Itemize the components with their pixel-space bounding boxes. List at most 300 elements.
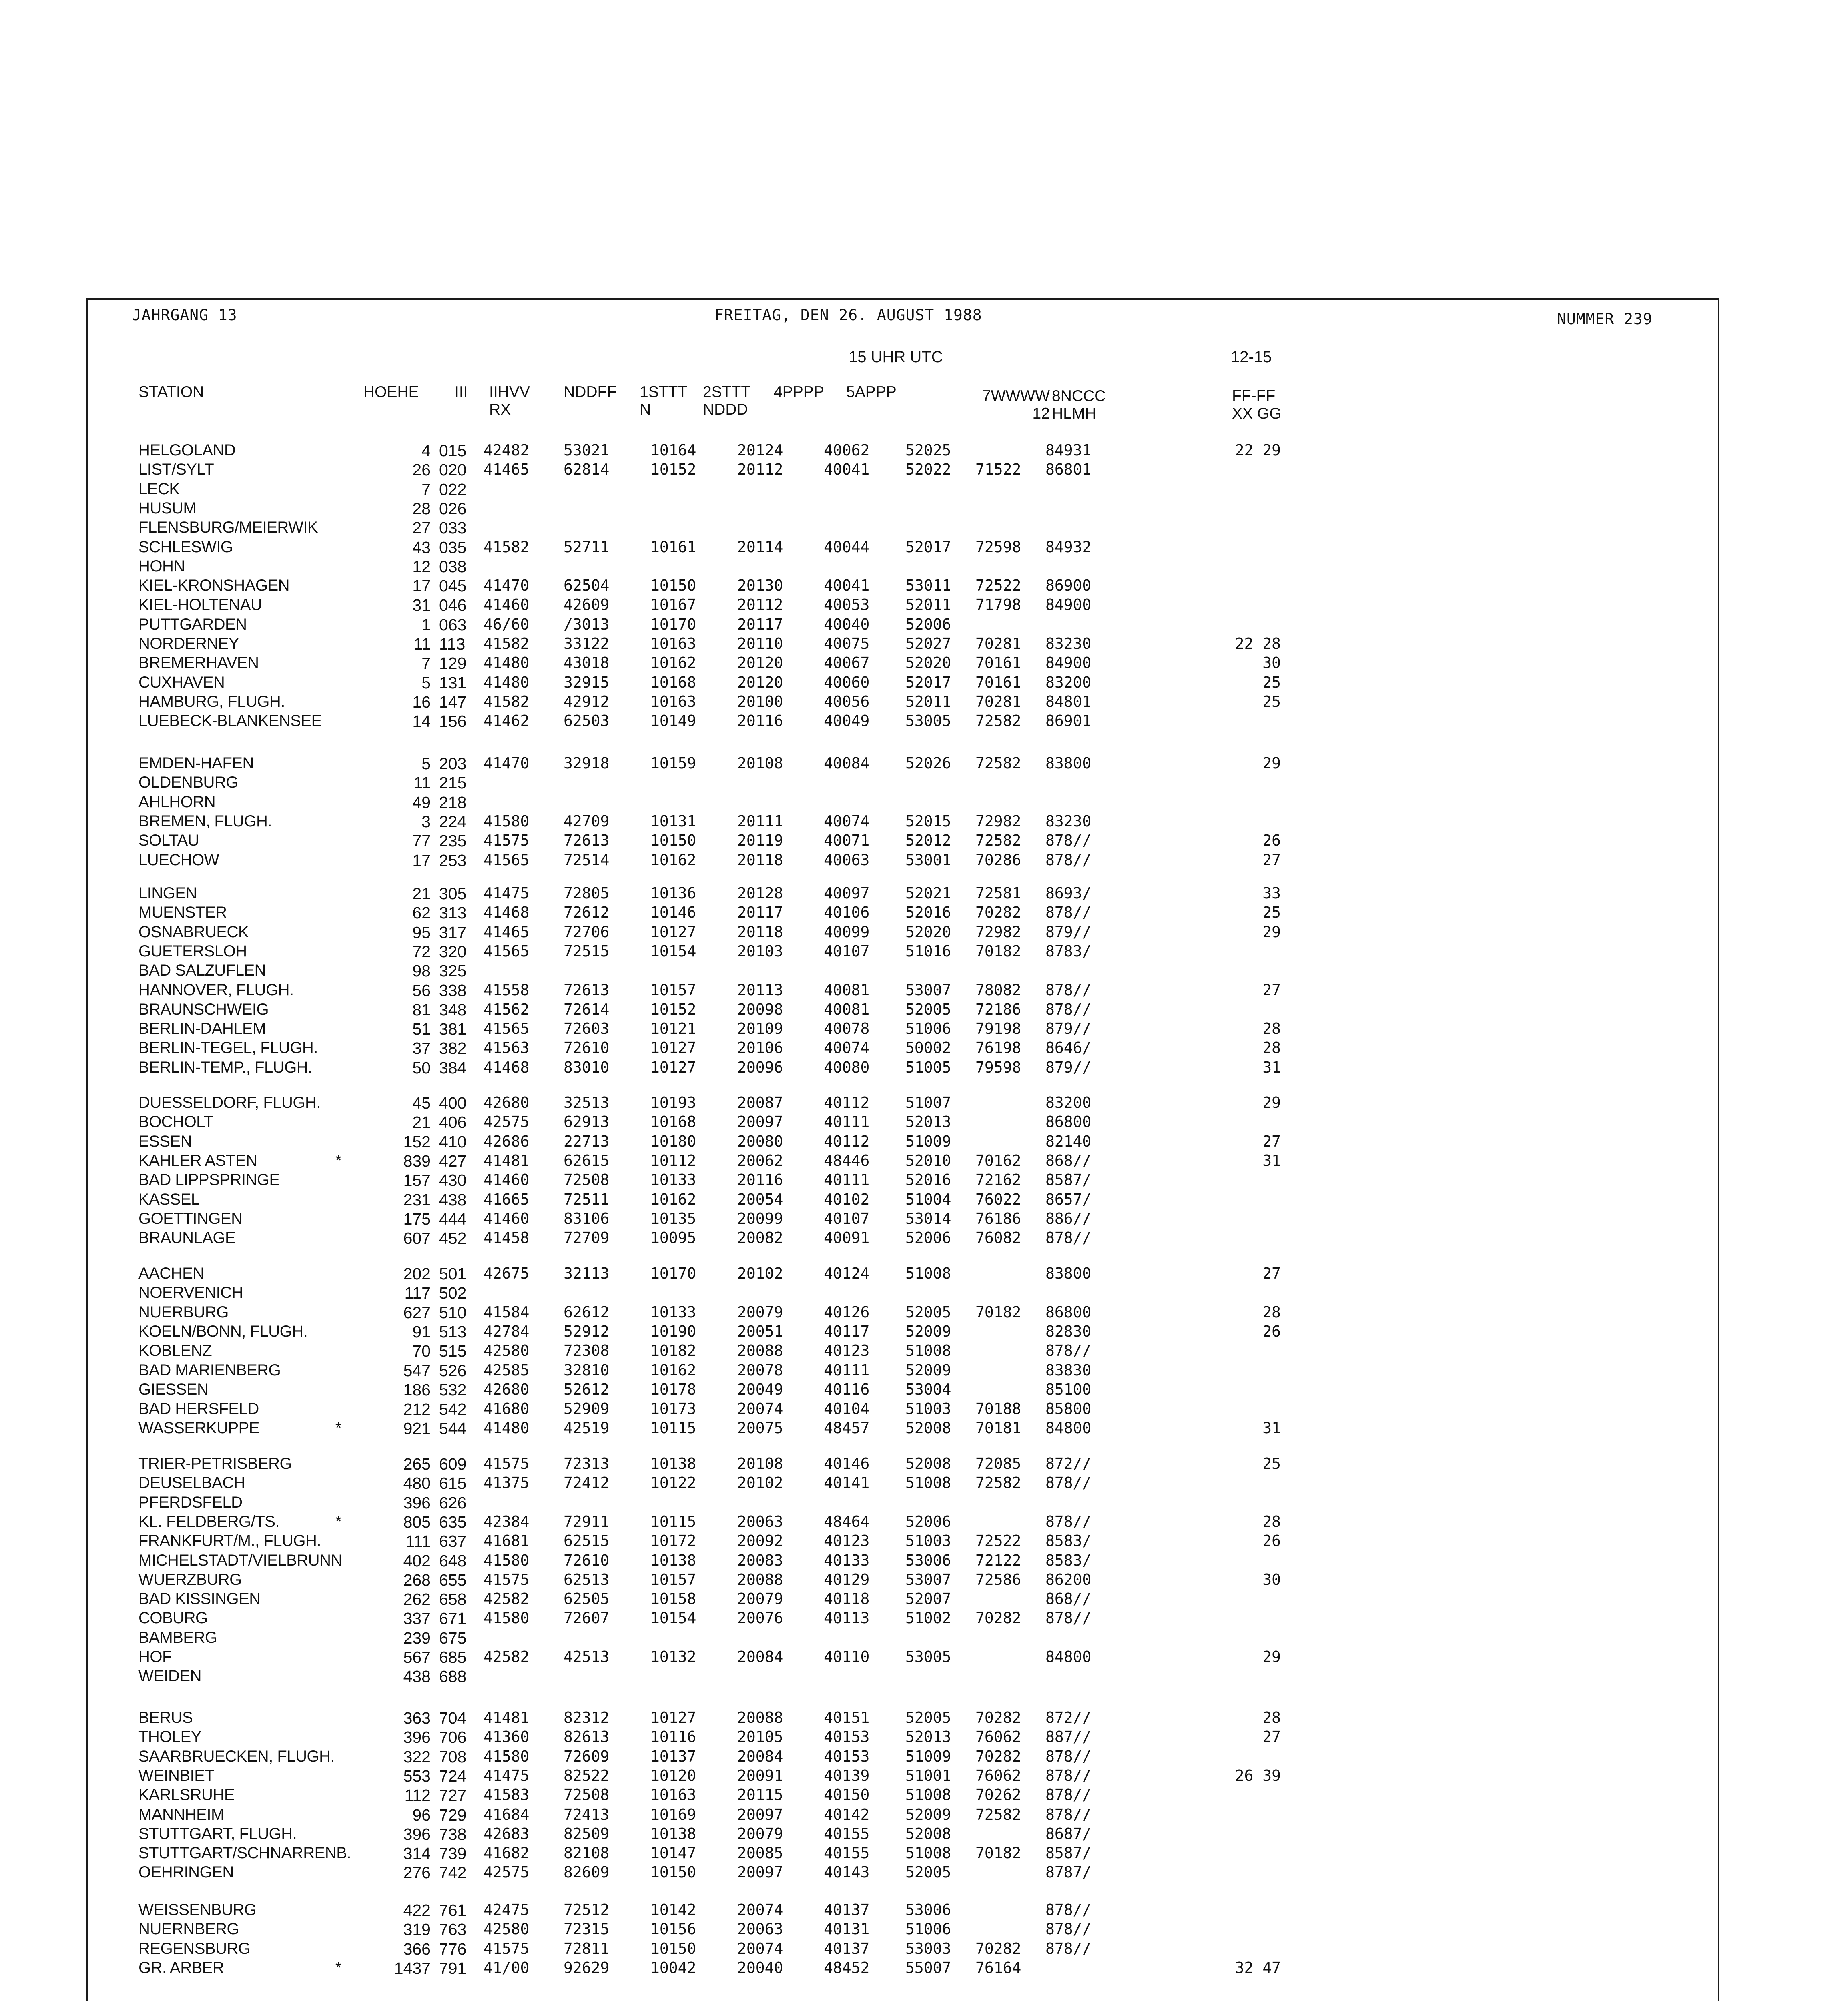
col-1sttt-value: 10164 (650, 441, 696, 459)
col-iihvv-value: 41465 (484, 923, 530, 941)
col-2sttt: 2STTT NDDD (703, 383, 751, 418)
col-5appp-value: 52009 (905, 1323, 951, 1340)
station-name: DEUSELBACH (138, 1474, 245, 1492)
col-4pppp-value: 40141 (824, 1474, 870, 1492)
col-4pppp-value: 40124 (824, 1265, 870, 1282)
col-5appp-value: 52007 (905, 1590, 951, 1608)
station-name: KIEL-HOLTENAU (138, 596, 262, 614)
col-1sttt-value: 10159 (650, 754, 696, 772)
station-name: GIESSEN (138, 1381, 209, 1398)
station-iii: 685 (439, 1648, 467, 1666)
mountain-marker: * (335, 1419, 342, 1437)
station-iii: 129 (439, 654, 467, 672)
station-name: OSNABRUECK (138, 923, 249, 941)
station-hoehe: 239 (403, 1629, 431, 1647)
col-ff-value: 25 (1262, 904, 1281, 921)
col-2sttt-value: 20117 (737, 904, 783, 921)
col-2sttt-value: 20124 (737, 441, 783, 459)
col-5appp-value: 51009 (905, 1748, 951, 1765)
station-iii: 706 (439, 1728, 467, 1746)
col-5appp-value: 51006 (905, 1920, 951, 1938)
station-iii: 215 (439, 774, 467, 792)
col-5appp-value: 51009 (905, 1133, 951, 1150)
col-4pppp-value: 40107 (824, 1210, 870, 1227)
col-ff-value: 27 (1262, 1728, 1281, 1746)
station-name: PUTTGARDEN (138, 616, 247, 633)
col-7wwww-value: 72582 (975, 712, 1021, 730)
col-5appp-value: 51008 (905, 1265, 951, 1282)
col-4pppp-value: 40133 (824, 1552, 870, 1569)
col-ff-value: 27 (1262, 1133, 1281, 1150)
station-iii: 046 (439, 596, 467, 614)
station-hoehe: 95 (412, 923, 431, 942)
col-1sttt-value: 10138 (650, 1825, 696, 1843)
col-iihvv-value: 41682 (484, 1844, 530, 1862)
table-row (0, 754, 1848, 773)
col-nddff-value: 72706 (564, 923, 610, 941)
col-4pppp-value: 48446 (824, 1152, 870, 1169)
table-row (0, 793, 1848, 812)
station-name: STUTTGART/SCHNARRENB. (138, 1844, 351, 1862)
col-4pppp-value: 40123 (824, 1342, 870, 1359)
station-name: MICHELSTADT/VIELBRUNN (138, 1552, 342, 1569)
col-iihvv-value: 41470 (484, 577, 530, 594)
station-hoehe: 422 (403, 1901, 431, 1919)
station-name: LECK (138, 480, 180, 498)
station-iii: 305 (439, 884, 467, 903)
col-4pppp-value: 40113 (824, 1609, 870, 1627)
col-2sttt-value: 20116 (737, 712, 783, 730)
col-5appp-value: 51006 (905, 1020, 951, 1037)
station-hoehe: 805 (403, 1513, 431, 1531)
col-5appp-value: 52016 (905, 904, 951, 921)
table-row (0, 1609, 1848, 1628)
col-nddff-value: 33122 (564, 635, 610, 652)
col-iihvv-value: 41481 (484, 1709, 530, 1726)
station-name: KARLSRUHE (138, 1786, 235, 1804)
table-row (0, 1133, 1848, 1151)
station-name: WASSERKUPPE (138, 1419, 259, 1437)
col-ff-value: 27 (1262, 1265, 1281, 1282)
station-name: BOCHOLT (138, 1113, 213, 1131)
col-5appp-value: 51008 (905, 1786, 951, 1804)
col-nddff-value: 42519 (564, 1419, 610, 1437)
col-4pppp-value: 40111 (824, 1171, 870, 1189)
station-iii: 113 (439, 635, 466, 653)
station-name: BREMEN, FLUGH. (138, 812, 272, 830)
col-iihvv-value: 41582 (484, 693, 530, 710)
col-4pppp-value: 40110 (824, 1648, 870, 1666)
col-5appp-value: 52017 (905, 674, 951, 691)
table-row (0, 1767, 1848, 1786)
col-iihvv-value: 41580 (484, 1748, 530, 1765)
col-nddff-value: 72514 (564, 851, 610, 869)
col-1sttt-value: 10162 (650, 654, 696, 672)
col-1sttt-value: 10150 (650, 832, 696, 849)
col-iihvv-value: 42585 (484, 1361, 530, 1379)
station-hoehe: 11 (413, 635, 431, 653)
col-5appp-value: 52012 (905, 832, 951, 849)
table-row (0, 904, 1848, 922)
col-7wwww-value: 70182 (975, 1303, 1021, 1321)
col-5appp-value: 52005 (905, 1709, 951, 1726)
col-8nccc-value: 8783/ (1045, 942, 1092, 960)
station-iii: 384 (439, 1059, 467, 1077)
col-1sttt-value: 10095 (650, 1229, 696, 1247)
col-7wwww-value: 70282 (975, 1709, 1021, 1726)
col-7wwww-value: 72522 (975, 577, 1021, 594)
observation-time: 15 UHR UTC (849, 348, 943, 366)
col-7wwww: 7WWWW 12 (982, 387, 1050, 422)
station-iii: 501 (439, 1265, 467, 1283)
col-8nccc-value: 84801 (1045, 693, 1092, 710)
col-1sttt-value: 10150 (650, 1940, 696, 1957)
col-5appp-value: 52011 (905, 596, 951, 614)
col-8nccc-value: 85100 (1045, 1381, 1092, 1398)
col-ff-value: 26 (1262, 1323, 1281, 1340)
col-ff-value: 25 (1262, 674, 1281, 691)
table-row (0, 441, 1848, 460)
table-row (0, 1648, 1848, 1667)
col-4pppp-value: 40150 (824, 1786, 870, 1804)
col-4pppp-value: 40111 (824, 1113, 870, 1131)
col-1sttt: 1STTT N (640, 383, 688, 418)
col-5appp-value: 51003 (905, 1400, 951, 1418)
station-name: BERLIN-TEGEL, FLUGH. (138, 1039, 318, 1057)
station-iii: 526 (439, 1361, 467, 1380)
col-5appp-value: 51007 (905, 1094, 951, 1111)
col-8nccc-value: 8583/ (1045, 1552, 1092, 1569)
col-1sttt-value: 10149 (650, 712, 696, 730)
col-5appp-value: 52027 (905, 635, 951, 652)
station-iii: 203 (439, 754, 467, 773)
col-1sttt-value: 10133 (650, 1303, 696, 1321)
col-iihvv-value: 42675 (484, 1265, 530, 1282)
station-hoehe: 363 (403, 1709, 431, 1727)
col-nddff-value: 62515 (564, 1532, 610, 1550)
col-8nccc-value: 82140 (1045, 1133, 1092, 1150)
station-hoehe: 276 (403, 1863, 431, 1882)
station-name: HOHN (138, 557, 185, 575)
col-iihvv-value: 41480 (484, 1419, 530, 1437)
col-iihvv-value: 41458 (484, 1229, 530, 1247)
col-2sttt-value: 20118 (737, 851, 783, 869)
station-hoehe: 175 (403, 1210, 431, 1228)
col-4pppp-value: 40153 (824, 1748, 870, 1765)
col-1sttt-value: 10127 (650, 1709, 696, 1726)
col-4pppp-value: 40074 (824, 1039, 870, 1057)
volume-label: JAHRGANG 13 (132, 306, 237, 324)
col-4pppp-value: 40117 (824, 1323, 870, 1340)
col-4pppp-value: 40062 (824, 441, 870, 459)
mountain-marker: * (335, 1513, 342, 1530)
station-iii: 438 (439, 1191, 467, 1209)
col-1sttt-value: 10158 (650, 1590, 696, 1608)
col-5appp-value: 51016 (905, 942, 951, 960)
station-name: BREMERHAVEN (138, 654, 259, 672)
table-row (0, 1552, 1848, 1570)
col-nddff-value: 82312 (564, 1709, 610, 1726)
col-8nccc-value: 886// (1045, 1210, 1092, 1227)
col-7wwww-value: 70161 (975, 674, 1021, 691)
col-1sttt-value: 10156 (650, 1920, 696, 1938)
col-nddff-value: 82609 (564, 1863, 610, 1881)
col-2sttt-value: 20100 (737, 693, 783, 710)
col-nddff-value: 72412 (564, 1474, 610, 1492)
col-2sttt-value: 20114 (737, 538, 783, 556)
col-2sttt-value: 20074 (737, 1400, 783, 1418)
col-5appp-value: 51008 (905, 1474, 951, 1492)
station-name: DUESSELDORF, FLUGH. (138, 1094, 321, 1111)
col-1sttt-value: 10150 (650, 577, 696, 594)
station-name: AHLHORN (138, 793, 216, 811)
col-7wwww-value: 70182 (975, 1844, 1021, 1862)
table-row (0, 1020, 1848, 1039)
col-8nccc-value: 868// (1045, 1590, 1092, 1608)
table-row (0, 884, 1848, 903)
station-name: COBURG (138, 1609, 208, 1627)
col-7wwww-value: 72582 (975, 1806, 1021, 1823)
col-4pppp-value: 40044 (824, 538, 870, 556)
table-row (0, 480, 1848, 499)
col-iihvv-value: 41470 (484, 754, 530, 772)
col-2sttt-value: 20083 (737, 1552, 783, 1569)
col-7wwww-value: 72581 (975, 884, 1021, 902)
col-2sttt-value: 20074 (737, 1901, 783, 1919)
col-8nccc-value: 878// (1045, 1786, 1092, 1804)
station-name: SAARBRUECKEN, FLUGH. (138, 1748, 335, 1765)
station-name: SCHLESWIG (138, 538, 233, 556)
station-iii: 513 (439, 1323, 467, 1341)
col-nddff-value: 72308 (564, 1342, 610, 1359)
table-row (0, 1455, 1848, 1474)
col-2sttt-value: 20088 (737, 1571, 783, 1588)
col-nddff-value: 72613 (564, 981, 610, 999)
col-8nccc-value: 879// (1045, 1059, 1092, 1076)
station-iii: 791 (439, 1959, 467, 1977)
table-row (0, 1000, 1848, 1019)
col-nddff-value: 42609 (564, 596, 610, 614)
table-row (0, 461, 1848, 479)
table-row (0, 1748, 1848, 1766)
col-ff-value: 32 47 (1235, 1959, 1281, 1977)
col-5appp-value: 52022 (905, 461, 951, 478)
col-5appp-value: 53007 (905, 1571, 951, 1588)
col-5appp-value: 52006 (905, 616, 951, 633)
station-name: NOERVENICH (138, 1284, 243, 1301)
station-hoehe: 402 (403, 1552, 431, 1570)
station-hoehe: 17 (412, 851, 431, 870)
col-2sttt-value: 20049 (737, 1381, 783, 1398)
station-hoehe: 839 (403, 1152, 431, 1170)
col-2sttt-value: 20103 (737, 942, 783, 960)
col-ff-value: 26 (1262, 832, 1281, 849)
col-1sttt-value: 10142 (650, 1901, 696, 1919)
col-4pppp-value: 48457 (824, 1419, 870, 1437)
col-iihvv-value: 41580 (484, 1552, 530, 1569)
col-nddff-value: 52612 (564, 1381, 610, 1398)
col-ff-value: 22 29 (1235, 441, 1281, 459)
col-ff-value: 31 (1262, 1152, 1281, 1169)
col-7wwww-value: 70282 (975, 1940, 1021, 1957)
col-4pppp-value: 40084 (824, 754, 870, 772)
table-row (0, 1419, 1848, 1438)
station-name: KAHLER ASTEN (138, 1152, 257, 1169)
col-iihvv-value: 41468 (484, 904, 530, 921)
station-hoehe: 81 (412, 1000, 431, 1019)
station-iii: 761 (439, 1901, 467, 1919)
col-nddff-value: 82613 (564, 1728, 610, 1746)
col-1sttt-value: 10154 (650, 942, 696, 960)
col-2sttt-value: 20116 (737, 1171, 783, 1189)
col-iihvv-value: 42784 (484, 1323, 530, 1340)
table-row (0, 538, 1848, 557)
col-iihvv-value: 41680 (484, 1400, 530, 1418)
col-iihvv-value: 42575 (484, 1113, 530, 1131)
station-iii: 235 (439, 832, 467, 850)
col-ff-value: 31 (1262, 1419, 1281, 1437)
table-row (0, 1940, 1848, 1959)
col-iihvv-value: 41575 (484, 1940, 530, 1957)
col-5appp-value: 52025 (905, 441, 951, 459)
col-5appp-value: 53004 (905, 1381, 951, 1398)
station-name: EMDEN-HAFEN (138, 754, 254, 772)
col-8nccc-value: 878// (1045, 1748, 1092, 1765)
table-row (0, 1284, 1848, 1303)
station-hoehe: 43 (412, 538, 431, 557)
station-hoehe: 98 (412, 962, 431, 980)
col-4pppp-value: 40142 (824, 1806, 870, 1823)
col-7wwww-value: 70182 (975, 942, 1021, 960)
col-iihvv-value: 41481 (484, 1152, 530, 1169)
col-4pppp-value: 40129 (824, 1571, 870, 1588)
station-hoehe: 186 (403, 1381, 431, 1399)
col-5appp-value: 51001 (905, 1767, 951, 1784)
col-1sttt-value: 10135 (650, 1210, 696, 1227)
col-2sttt-value: 20120 (737, 654, 783, 672)
col-nddff-value: 83106 (564, 1210, 610, 1227)
col-7wwww-value: 72162 (975, 1171, 1021, 1189)
col-7wwww-value: 72085 (975, 1455, 1021, 1472)
station-hoehe: 396 (403, 1494, 431, 1512)
col-ff-value: 28 (1262, 1039, 1281, 1057)
col-nddff-value: 62504 (564, 577, 610, 594)
station-name: BAMBERG (138, 1629, 217, 1646)
table-row (0, 1361, 1848, 1380)
col-5appp: 5APPP (846, 383, 897, 401)
station-hoehe: 17 (412, 577, 431, 595)
col-2sttt-value: 20130 (737, 577, 783, 594)
col-nddff-value: 72609 (564, 1748, 610, 1765)
col-4pppp-value: 40041 (824, 577, 870, 594)
table-row (0, 962, 1848, 980)
col-nddff-value: 72603 (564, 1020, 610, 1037)
station-hoehe: 3 (421, 812, 431, 831)
station-iii: 704 (439, 1709, 467, 1727)
col-iihvv-value: 41558 (484, 981, 530, 999)
col-nddff-value: 32810 (564, 1361, 610, 1379)
table-row (0, 577, 1848, 595)
col-8nccc-value: 83200 (1045, 674, 1092, 691)
station-iii: 038 (439, 557, 467, 576)
col-nddff-value: 72512 (564, 1901, 610, 1919)
col-2sttt-value: 20085 (737, 1844, 783, 1862)
station-name: KIEL-KRONSHAGEN (138, 577, 290, 594)
col-4pppp-value: 40107 (824, 942, 870, 960)
station-name: HOF (138, 1648, 172, 1666)
col-2sttt-value: 20097 (737, 1806, 783, 1823)
col-2sttt-value: 20088 (737, 1342, 783, 1359)
col-5appp-value: 52021 (905, 884, 951, 902)
col-5appp-value: 53014 (905, 1210, 951, 1227)
col-4pppp-value: 40102 (824, 1191, 870, 1208)
station-iii: 544 (439, 1419, 467, 1438)
col-nddff-value: 62615 (564, 1152, 610, 1169)
col-iihvv-value: 41460 (484, 596, 530, 614)
col-nddff-value: 72614 (564, 1000, 610, 1018)
col-7wwww-value: 76062 (975, 1728, 1021, 1746)
station-hoehe: 202 (403, 1265, 431, 1283)
col-iihvv-value: 41565 (484, 942, 530, 960)
col-5appp-value: 52006 (905, 1229, 951, 1247)
col-ff-value: 29 (1262, 1094, 1281, 1111)
col-4pppp-value: 40104 (824, 1400, 870, 1418)
station-hoehe: 396 (403, 1728, 431, 1746)
col-nddff-value: 32918 (564, 754, 610, 772)
col-8nccc-value: 878// (1045, 851, 1092, 869)
station-iii: 381 (439, 1020, 467, 1038)
station-name: KL. FELDBERG/TS. (138, 1513, 280, 1530)
station-name: ESSEN (138, 1133, 192, 1150)
col-5appp-value: 52005 (905, 1863, 951, 1881)
col-1sttt-value: 10120 (650, 1767, 696, 1784)
station-name: OLDENBURG (138, 774, 238, 791)
col-ff-value: 28 (1262, 1709, 1281, 1726)
col-7wwww-value: 72598 (975, 538, 1021, 556)
station-hoehe: 567 (403, 1648, 431, 1666)
station-hoehe: 322 (403, 1748, 431, 1766)
col-2sttt-value: 20108 (737, 1455, 783, 1472)
col-8nccc-value: 879// (1045, 1020, 1092, 1037)
col-8nccc-value: 878// (1045, 1806, 1092, 1823)
col-1sttt-value: 10115 (650, 1513, 696, 1530)
col-2sttt-value: 20074 (737, 1940, 783, 1957)
station-iii: 724 (439, 1767, 467, 1785)
station-hoehe: 212 (403, 1400, 431, 1418)
table-row (0, 1171, 1848, 1190)
col-1sttt-value: 10193 (650, 1094, 696, 1111)
station-hoehe: 72 (412, 942, 431, 961)
col-1sttt-value: 10161 (650, 538, 696, 556)
col-nddff-value: 83010 (564, 1059, 610, 1076)
col-iihvv-value: 41360 (484, 1728, 530, 1746)
col-5appp-value: 52009 (905, 1361, 951, 1379)
col-ff-value: 29 (1262, 923, 1281, 941)
col-1sttt-value: 10162 (650, 851, 696, 869)
col-4pppp-value: 40112 (824, 1094, 870, 1111)
col-4pppp-value: 40041 (824, 461, 870, 478)
col-iihvv-value: 41465 (484, 461, 530, 478)
col-nddff-value: 32513 (564, 1094, 610, 1111)
col-8nccc-value: 86901 (1045, 712, 1092, 730)
col-4pppp-value: 40067 (824, 654, 870, 672)
col-2sttt-value: 20110 (737, 635, 783, 652)
col-ff-value: 22 28 (1235, 635, 1281, 652)
station-name: NUERBURG (138, 1303, 229, 1321)
station-hoehe: 265 (403, 1455, 431, 1473)
col-1sttt-value: 10121 (650, 1020, 696, 1037)
col-1sttt-value: 10167 (650, 596, 696, 614)
